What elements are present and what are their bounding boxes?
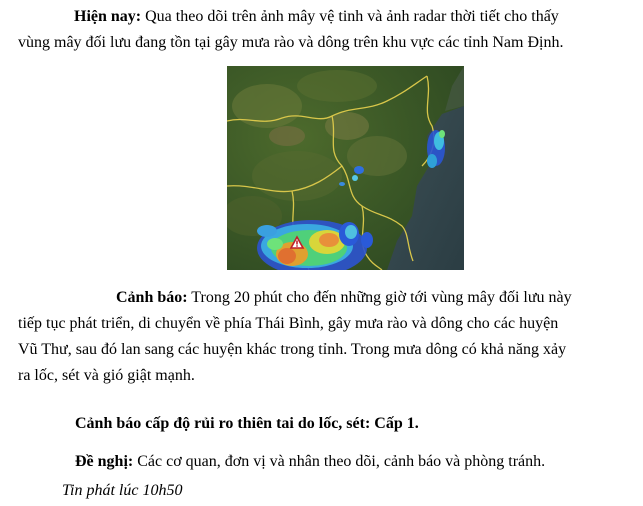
- proposal-text: Các cơ quan, đơn vị và nhân theo dõi, cảnh báo và phòng tránh.: [137, 453, 546, 470]
- radar-satellite-map: [227, 66, 464, 270]
- warning-text-line1: Trong 20 phút cho đến những giờ tới vùng mây đối lưu này: [191, 289, 572, 306]
- warning-label: Cảnh báo:: [116, 289, 188, 306]
- current-label: Hiện nay:: [74, 8, 142, 25]
- warning-text-line2: tiếp tục phát triển, di chuyển về phía Thái Bình, gây mưa rào và dông cho các huyện: [18, 315, 559, 332]
- current-situation-paragraph: [18, 4, 630, 56]
- warning-text-line4: ra lốc, sét và gió giật mạnh.: [18, 367, 195, 384]
- issued-time: Tin phát lúc 10h50: [62, 482, 183, 499]
- risk-level-statement: [75, 411, 635, 437]
- proposal-paragraph: [75, 449, 635, 475]
- risk-level-text: Cảnh báo cấp độ rủi ro thiên tai do lốc, sét: Cấp 1.: [75, 415, 419, 432]
- warning-paragraph: [18, 285, 628, 389]
- current-text-line1: Qua theo dõi trên ảnh mây vệ tinh và ảnh radar thời tiết cho thấy: [145, 8, 559, 25]
- warning-text-line3: Vũ Thư, sau đó lan sang các huyện khác trong tỉnh. Trong mưa dông có khả năng xảy: [18, 341, 567, 358]
- proposal-label: Đề nghị:: [75, 453, 134, 470]
- current-text-line2: vùng mây đối lưu đang tồn tại gây mưa rào và dông trên khu vực các tỉnh Nam Định.: [18, 34, 564, 51]
